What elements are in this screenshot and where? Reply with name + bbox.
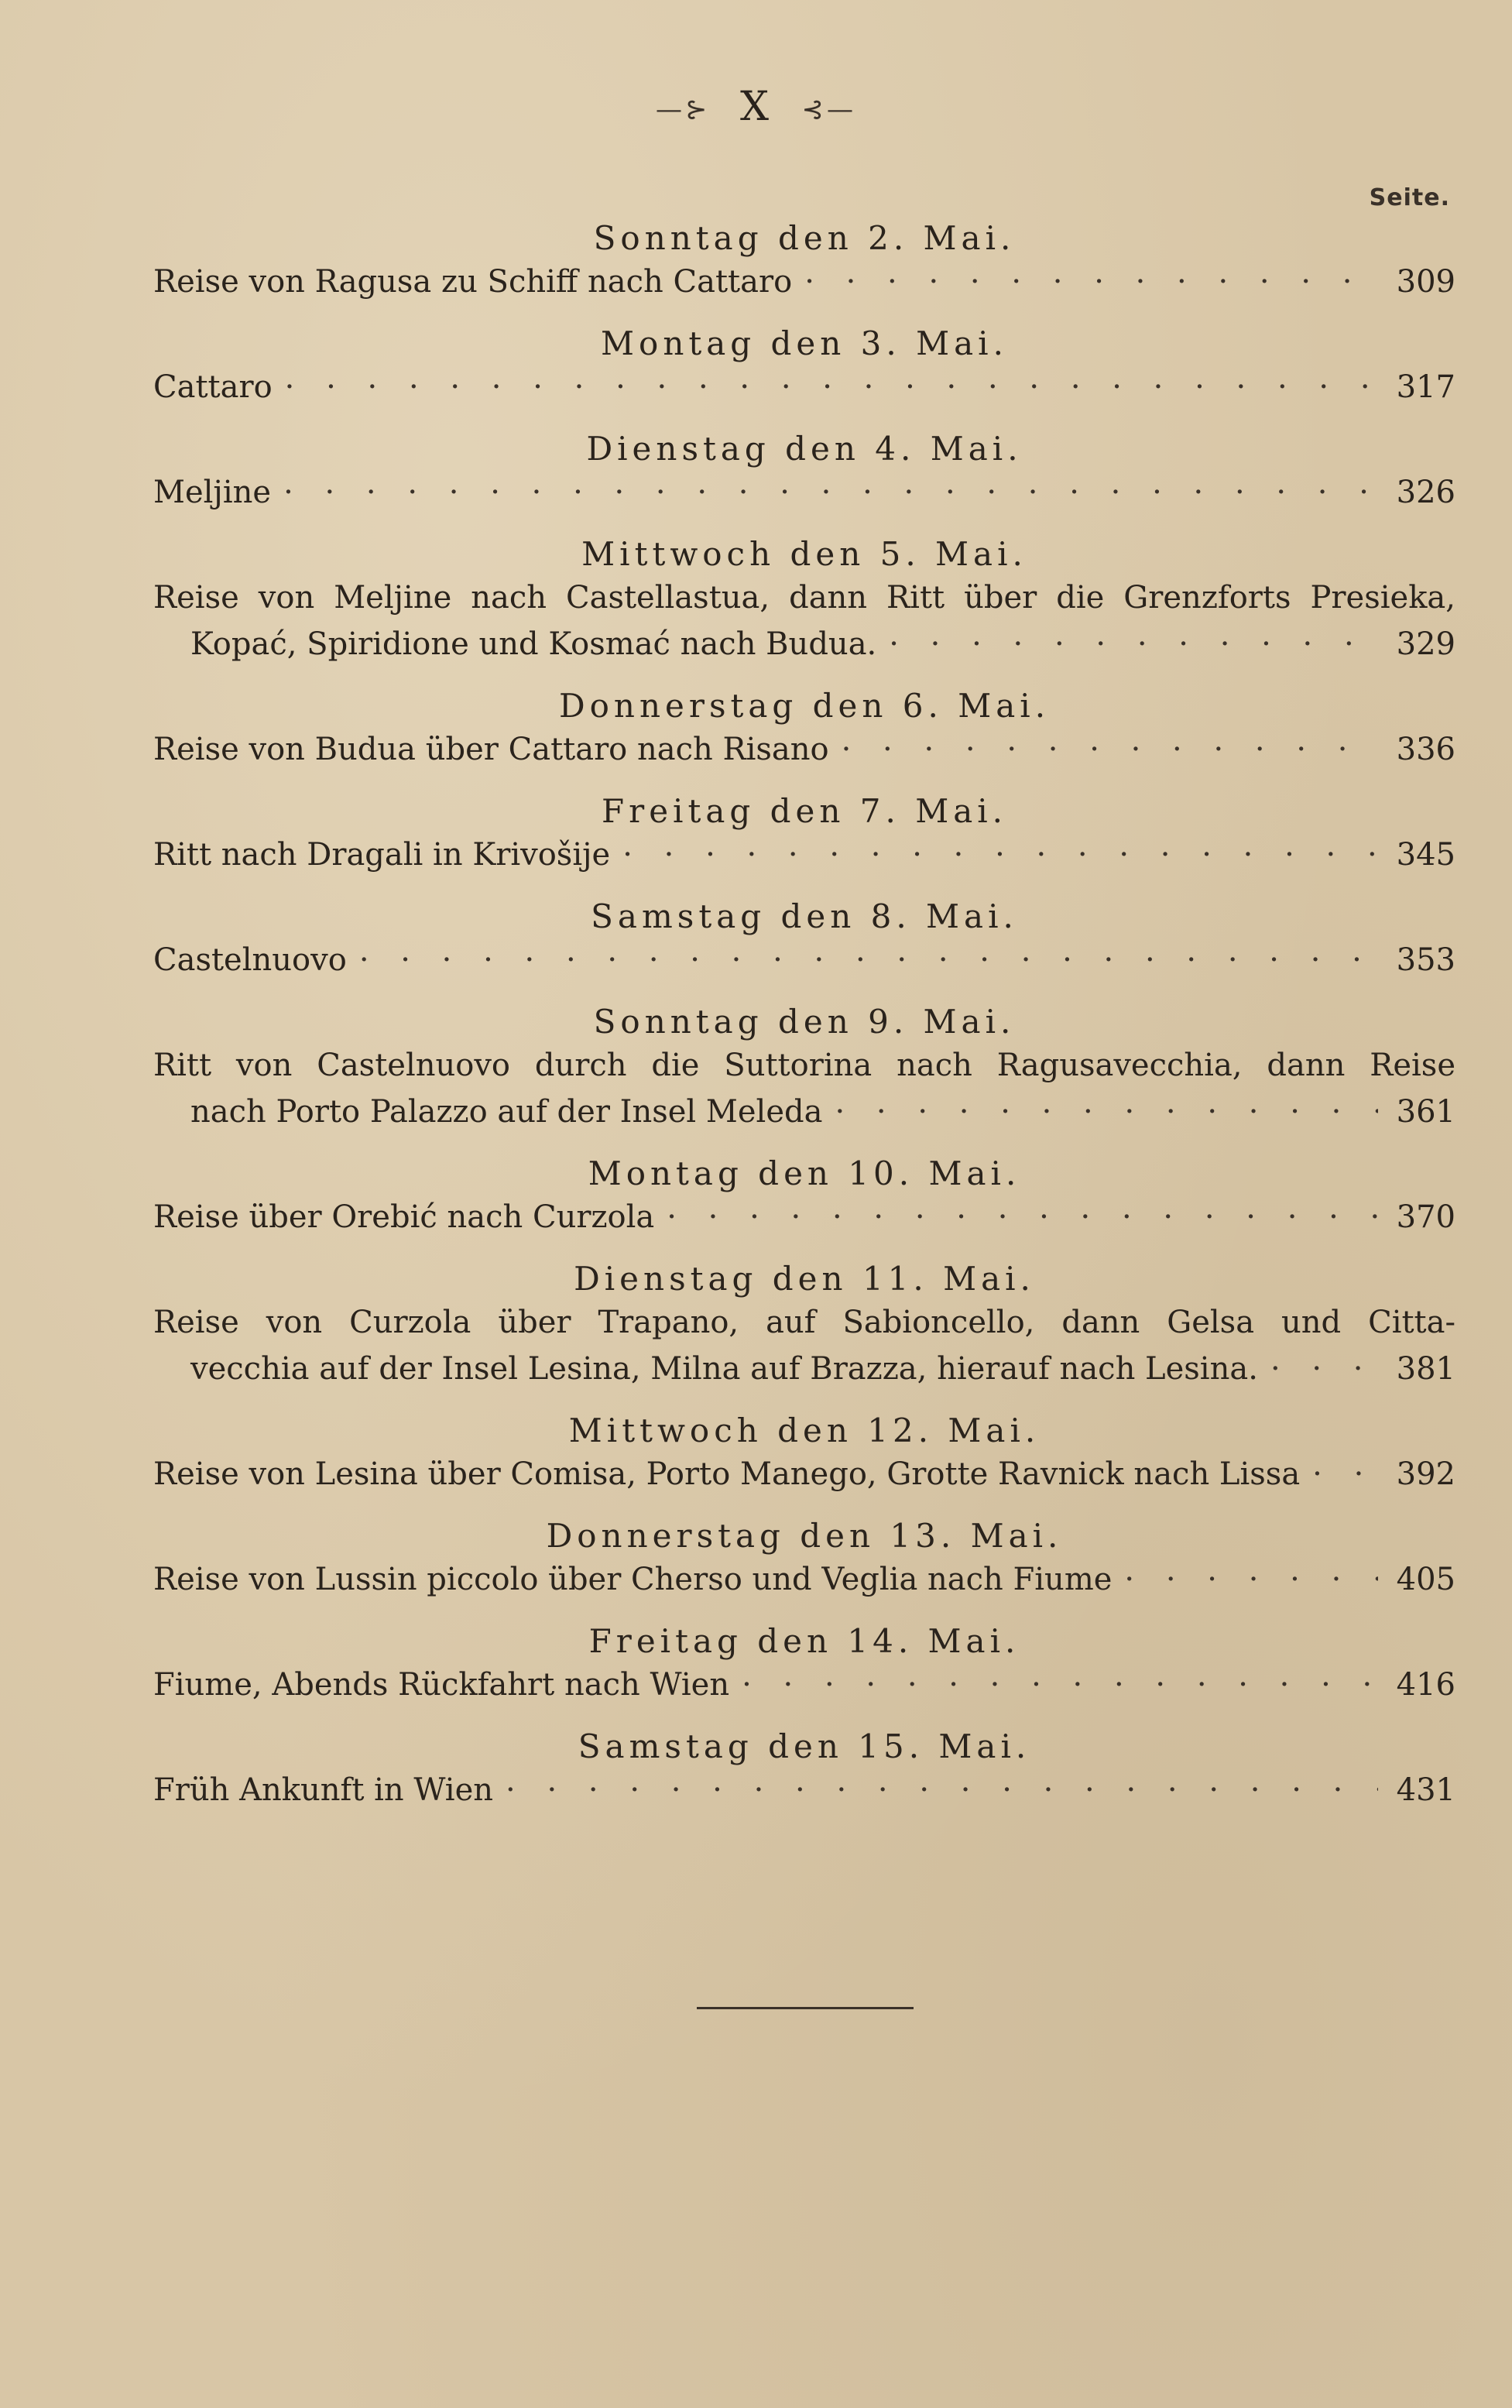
toc-entry-text: vecchia auf der Insel Lesina, Milna auf Brazza, hierauf nach Lesina. — [190, 1351, 1258, 1387]
day-heading: Freitag den 7. Mai. — [601, 792, 1008, 830]
toc-entry-line — [153, 1662, 1455, 1708]
day-heading: Mittwoch den 12. Mai. — [568, 1412, 1041, 1449]
toc-entry — [153, 1767, 1455, 1813]
day-heading: Dienstag den 11. Mai. — [574, 1260, 1035, 1298]
toc-page-number: 345 — [1396, 837, 1455, 873]
dot-leader — [1270, 1346, 1378, 1392]
toc-entry-text: Reise von Ragusa zu Schiff nach Cattaro — [153, 264, 793, 300]
toc-entry-text: Früh Ankunft in Wien — [153, 1772, 494, 1808]
toc-entry — [153, 1451, 1455, 1497]
toc-page-number: 336 — [1396, 732, 1455, 767]
dot-leader — [667, 1194, 1378, 1240]
day-section — [153, 1259, 1455, 1392]
toc-entry-line — [153, 259, 1455, 305]
toc-entry-line — [153, 937, 1455, 983]
dot-leader — [283, 469, 1378, 516]
toc-page-number: 416 — [1396, 1667, 1455, 1703]
toc-entry — [153, 832, 1455, 878]
day-heading: Donnerstag den 6. Mai. — [558, 687, 1051, 725]
toc-page-number: 353 — [1396, 942, 1455, 978]
dot-leader — [359, 937, 1378, 983]
day-section — [153, 1621, 1455, 1708]
toc-page-number: 431 — [1396, 1772, 1455, 1808]
ornament-left: —⊱ — [655, 94, 711, 125]
page-number-roman: X — [739, 84, 773, 130]
toc-entry-line — [153, 621, 1455, 667]
dot-leader — [889, 621, 1378, 667]
day-section — [153, 897, 1455, 983]
day-section — [153, 324, 1455, 410]
day-section — [153, 1516, 1455, 1603]
day-section — [153, 1154, 1455, 1240]
toc-entry-text: Ritt von Castelnuovo durch die Suttorina nach Ragusavecchia, dann Reise — [153, 1048, 1455, 1083]
page-header — [0, 84, 1512, 130]
day-heading: Mittwoch den 5. Mai. — [581, 535, 1027, 573]
toc-entry — [153, 726, 1455, 773]
toc-entry-text: Reise von Lussin piccolo über Cherso und Veglia nach Fiume — [153, 1562, 1113, 1597]
toc-entry-text: Reise von Lesina über Comisa, Porto Manego, Grotte Ravnick nach Lissa — [153, 1456, 1301, 1492]
toc-page-number: 329 — [1396, 626, 1455, 662]
toc-page-number: 317 — [1396, 369, 1455, 405]
toc-entry — [153, 1556, 1455, 1603]
dot-leader — [842, 726, 1378, 773]
toc-entry-line — [153, 1451, 1455, 1497]
toc-entry-text: Reise über Orebić nach Curzola — [153, 1199, 655, 1235]
day-section — [153, 429, 1455, 516]
toc-entry — [153, 1194, 1455, 1240]
dot-leader — [835, 1089, 1378, 1135]
toc-entry-text: Reise von Budua über Cattaro nach Risano — [153, 732, 829, 767]
day-heading: Dienstag den 4. Mai. — [586, 430, 1023, 468]
day-heading: Montag den 10. Mai. — [588, 1154, 1021, 1192]
toc-entry-text: Castelnuovo — [153, 942, 347, 978]
toc-entry — [153, 259, 1455, 305]
day-section — [153, 1411, 1455, 1497]
toc-entry — [153, 1662, 1455, 1708]
dot-leader — [1312, 1451, 1378, 1497]
toc-entry-line — [153, 1194, 1455, 1240]
column-label-seite: Seite. — [1369, 184, 1450, 211]
dot-leader — [622, 832, 1378, 878]
toc-entry — [153, 1299, 1455, 1392]
day-heading: Samstag den 8. Mai. — [591, 897, 1018, 935]
dot-leader — [506, 1767, 1378, 1813]
toc-page-number: 381 — [1396, 1351, 1455, 1387]
toc-page-number: 326 — [1396, 475, 1455, 510]
toc-page-number: 309 — [1396, 264, 1455, 300]
day-section — [153, 534, 1455, 667]
toc-entry-line — [153, 1556, 1455, 1603]
toc-entry-text: Reise von Curzola über Trapano, auf Sabioncello, dann Gelsa und Citta- — [153, 1305, 1455, 1340]
toc-entry-text: Meljine — [153, 475, 272, 510]
day-heading: Montag den 3. Mai. — [601, 324, 1008, 362]
closing-rule — [697, 2007, 914, 2009]
toc-page-number: 405 — [1396, 1562, 1455, 1597]
dot-leader — [1124, 1556, 1378, 1603]
toc-entry-line — [153, 832, 1455, 878]
day-section — [153, 791, 1455, 878]
toc-entry — [153, 469, 1455, 516]
toc-entry-text: Kopać, Spiridione und Kosmać nach Budua. — [190, 626, 877, 662]
day-section — [153, 1002, 1455, 1135]
day-heading: Freitag den 14. Mai. — [588, 1622, 1020, 1660]
table-of-contents — [153, 218, 1455, 1832]
dot-leader — [285, 364, 1378, 410]
toc-entry — [153, 1042, 1455, 1135]
day-section — [153, 1727, 1455, 1813]
toc-page-number: 392 — [1396, 1456, 1455, 1492]
toc-entry-text: Fiume, Abends Rückfahrt nach Wien — [153, 1667, 730, 1703]
toc-entry-line — [153, 1346, 1455, 1392]
toc-page-number: 370 — [1396, 1199, 1455, 1235]
toc-entry-line — [153, 364, 1455, 410]
day-section — [153, 218, 1455, 305]
toc-entry-line — [153, 1089, 1455, 1135]
toc-entry-line — [153, 726, 1455, 773]
toc-entry-line — [153, 469, 1455, 516]
toc-page-number: 361 — [1396, 1094, 1455, 1130]
toc-entry — [153, 937, 1455, 983]
day-heading: Sonntag den 9. Mai. — [593, 1003, 1016, 1041]
toc-entry-text: Reise von Meljine nach Castellastua, dann Ritt über die Grenzforts Presieka, — [153, 580, 1455, 616]
dot-leader — [742, 1662, 1378, 1708]
day-heading: Donnerstag den 13. Mai. — [546, 1517, 1063, 1555]
toc-entry-line — [153, 1767, 1455, 1813]
toc-entry-text: Cattaro — [153, 369, 273, 405]
toc-entry-text: nach Porto Palazzo auf der Insel Meleda — [190, 1094, 823, 1130]
day-section — [153, 686, 1455, 773]
ornament-right: ⊰— — [801, 94, 857, 125]
toc-entry-text: Ritt nach Dragali in Krivošije — [153, 837, 611, 873]
day-heading: Samstag den 15. Mai. — [578, 1727, 1031, 1765]
toc-entry — [153, 575, 1455, 667]
day-heading: Sonntag den 2. Mai. — [593, 219, 1016, 257]
dot-leader — [804, 259, 1378, 305]
toc-entry — [153, 364, 1455, 410]
